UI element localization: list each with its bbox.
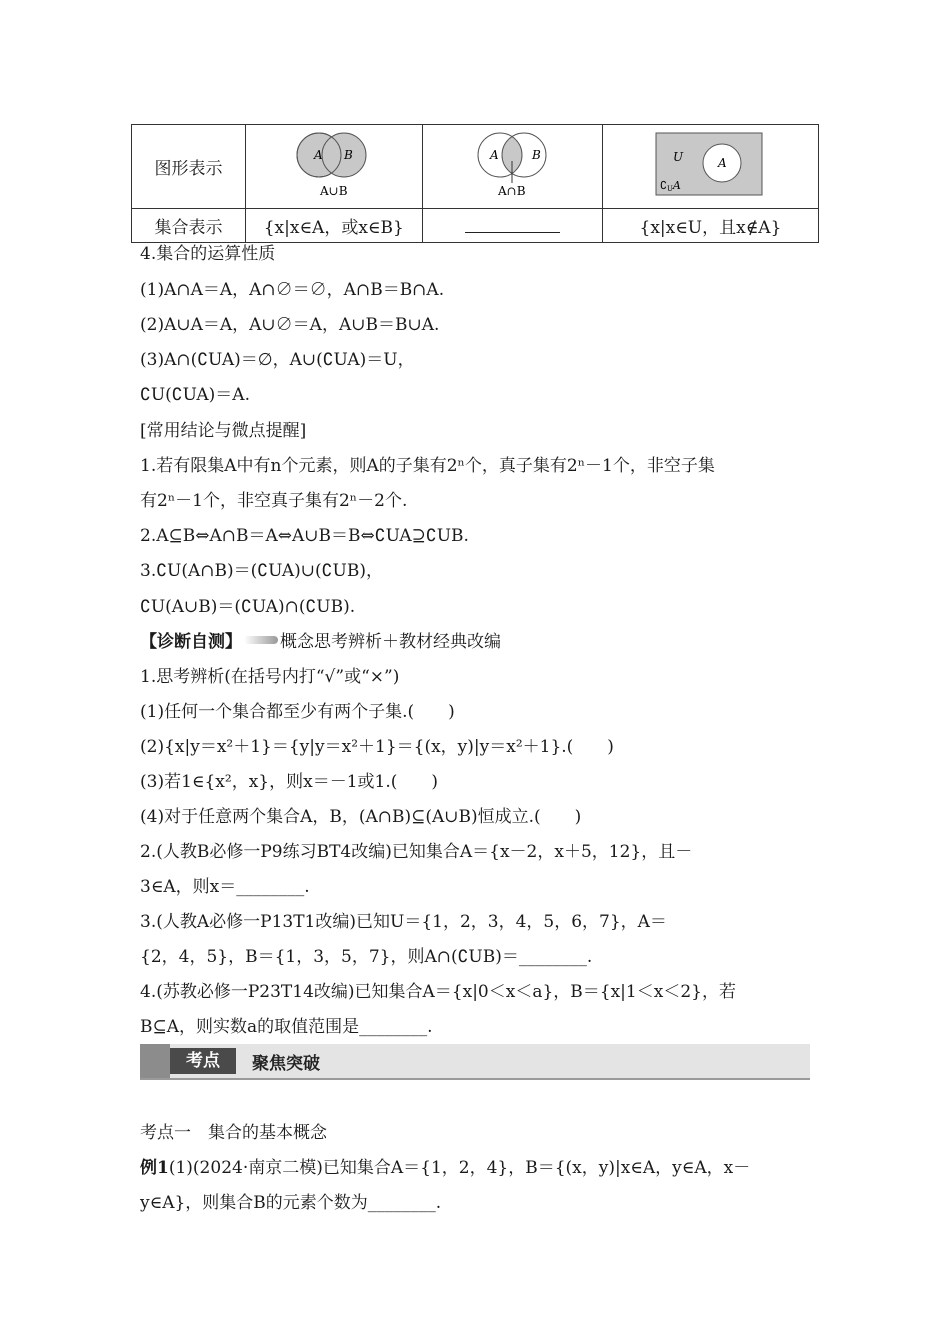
example-1a-text: (1)(2024·南京二模)已知集合A＝{1，2，4}，B＝{(x，y)|x∈A，y∈A，x－ (168, 1158, 751, 1178)
property-3b: ∁U(∁UA)＝A. (140, 385, 250, 405)
question-4b: B⊆A，则实数a的取值范围是________. (140, 1017, 433, 1037)
complement-venn-cell (602, 125, 818, 209)
svg-text:A: A (490, 148, 499, 162)
svg-text:A: A (313, 148, 323, 162)
svg-text:B: B (532, 148, 542, 162)
property-3a: (3)A∩(∁UA)＝∅，A∪(∁UA)＝U， (140, 350, 415, 370)
conclusion-1b: 有2ⁿ－1个，非空真子集有2ⁿ－2个. (140, 491, 408, 511)
remind-title: [常用结论与微点提醒] (140, 421, 307, 441)
svg-text:A: A (718, 156, 728, 170)
question-1-1: (1)任何一个集合都至少有两个子集.( ) (140, 702, 455, 722)
union-venn-diagram (274, 125, 394, 203)
question-1: 1.思考辨析(在括号内打“√”或“×”) (140, 667, 400, 687)
union-caption: A∪B (319, 184, 348, 198)
set-operations-table (131, 124, 819, 243)
section-banner (140, 1044, 810, 1080)
diagnosis-subtitle: 概念思考辨析＋教材经典改编 (280, 632, 501, 652)
svg-text:∁UA: ∁UA (660, 179, 682, 193)
banner-tag: 考点 (170, 1048, 236, 1074)
property-2: (2)A∪A＝A，A∪∅＝A，A∪B＝B∪A. (140, 315, 440, 335)
intersection-caption: A∩B (498, 184, 526, 198)
question-2b: 3∈A，则x＝________. (140, 877, 310, 897)
intersection-venn-diagram (452, 125, 572, 203)
question-1-3: (3)若1∈{x²，x}，则x＝－1或1.( ) (140, 772, 438, 792)
example-1a (140, 1157, 750, 1179)
union-set-notation: {x|x∈A，或x∈B} (246, 209, 422, 243)
svg-text:U: U (673, 150, 684, 164)
property-1: (1)A∩A＝A，A∩∅＝∅，A∩B＝B∩A. (140, 280, 445, 300)
diagnosis-title: 【诊断自测】 (140, 632, 242, 652)
complement-venn-diagram (650, 129, 770, 199)
banner-lead-block (140, 1044, 170, 1078)
complement-set-notation: {x|x∈U，且x∉A} (602, 209, 818, 243)
question-3a: 3.(人教A必修一P13T1改编)已知U＝{1，2，3，4，5，6，7}，A＝ (140, 912, 667, 932)
question-3b: {2，4，5}，B＝{1，3，5，7}，则A∩(∁UB)＝________. (140, 947, 593, 967)
question-1-4: (4)对于任意两个集合A，B，(A∩B)⊆(A∪B)恒成立.( ) (140, 807, 582, 827)
arrow-decoration-icon (244, 636, 278, 644)
question-1-2: (2){x|y＝x²＋1}＝{y|y＝x²＋1}＝{(x，y)|y＝x²＋1}.( ) (140, 737, 614, 757)
table-row (132, 125, 819, 209)
intersection-venn-cell (422, 125, 602, 209)
topic-1-heading: 考点一 集合的基本概念 (140, 1123, 327, 1143)
question-4a: 4.(苏教必修一P23T14改编)已知集合A＝{x|0＜x＜a}，B＝{x|1＜x＜2}，若 (140, 982, 736, 1002)
question-2a: 2.(人教B必修一P9练习BT4改编)已知集合A＝{x－2，x＋5，12}，且－ (140, 842, 693, 862)
banner-title: 聚焦突破 (252, 1054, 320, 1074)
example-1b: y∈A}，则集合B的元素个数为________. (140, 1193, 442, 1213)
svg-text:B: B (343, 148, 353, 162)
conclusion-3b: ∁U(A∪B)＝(∁UA)∩(∁UB). (140, 597, 356, 617)
table-row (132, 209, 819, 243)
union-venn-cell (246, 125, 422, 209)
conclusion-2: 2.A⊆B⇔A∩B＝A⇔A∪B＝B⇔∁UA⊇∁UB. (140, 526, 469, 546)
row-header: 集合表示 (132, 209, 246, 243)
conclusion-3a: 3.∁U(A∩B)＝(∁UA)∪(∁UB)， (140, 561, 383, 581)
diagnosis-heading (140, 631, 501, 653)
row-header: 图形表示 (132, 125, 246, 209)
conclusion-1a: 1.若有限集A中有n个元素，则A的子集有2ⁿ个，真子集有2ⁿ－1个，非空子集 (140, 456, 715, 476)
section-title: 4.集合的运算性质 (140, 244, 276, 264)
intersection-set-notation-blank (422, 209, 602, 243)
example-label: 例1 (140, 1158, 169, 1178)
